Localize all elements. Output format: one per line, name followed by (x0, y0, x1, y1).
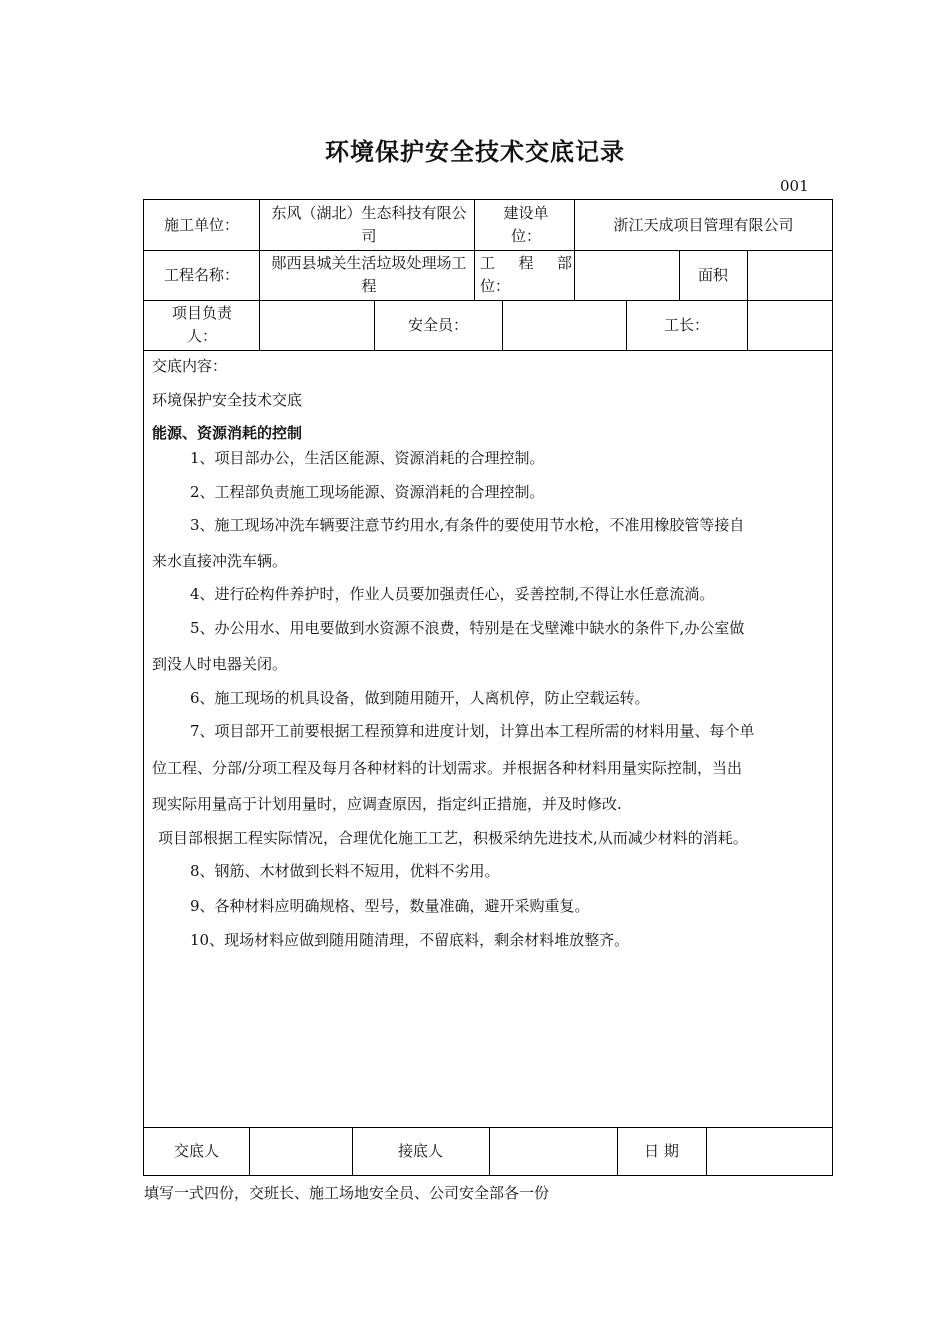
safety-officer-value (502, 300, 626, 350)
content-line: 6、施工现场的机具设备，做到随用随开，人离机停，防止空载运转。 (190, 689, 650, 707)
area-label: 面积 (697, 265, 728, 284)
project-manager-label: 项目负责人： (171, 304, 232, 345)
project-name-value: 郧西县城关生活垃圾处理场工程 (271, 254, 467, 295)
area-value (747, 250, 832, 300)
content-subtitle: 环境保护安全技术交底 (152, 391, 303, 409)
foreman-label: 工长： (663, 315, 709, 334)
content-line: 1、项目部办公，生活区能源、资源消耗的合理控制。 (190, 449, 545, 467)
builder-label: 建设单位： (503, 204, 549, 245)
giver-label: 交底人 (173, 1141, 219, 1160)
project-manager-value (259, 300, 374, 350)
content-line: 到没人时电器关闭。 (152, 655, 288, 673)
content-line: 2、工程部负责施工现场能源、资源消耗的合理控制。 (190, 483, 545, 501)
date-label: 日 期 (644, 1141, 679, 1160)
builder-value: 浙江天成项目管理有限公司 (613, 215, 794, 234)
receiver-label: 接底人 (397, 1141, 443, 1160)
content-line: 5、办公用水、用电要做到水资源不浪费，特别是在戈壁滩中缺水的条件下,办公室做 (190, 619, 745, 637)
content-line: 9、各种材料应明确规格、型号，数量准确，避开采购重复。 (190, 897, 590, 915)
row-divider (144, 350, 832, 351)
col-divider (474, 200, 475, 300)
construction-unit-label: 施工单位： (163, 215, 239, 234)
footer-note: 填写一式四份，交班长、施工场地安全员、公司安全部各一份 (144, 1184, 550, 1202)
section-heading: 能源、资源消耗的控制 (152, 424, 303, 442)
content-line: 项目部根据工程实际情况，合理优化施工工艺，积极采纳先进技术,从而减少材料的消耗。 (158, 829, 748, 847)
giver-value (249, 1127, 352, 1175)
content-label: 交底内容： (152, 357, 228, 375)
content-line: 7、项目部开工前要根据工程预算和进度计划，计算出本工程所需的材料用量、每个单 (190, 722, 755, 740)
safety-officer-label: 安全员： (407, 315, 468, 334)
content-line: 位工程、分部/分项工程及每月各种材料的计划需求。并根据各种材料用量实际控制，当出 (152, 759, 743, 777)
document-number: 001 (780, 177, 809, 195)
content-line: 3、施工现场冲洗车辆要注意节约用水,有条件的要使用节水枪，不准用橡胶管等接自 (190, 516, 745, 534)
date-value (706, 1127, 832, 1175)
page-title: 环境保护安全技术交底记录 (325, 138, 625, 166)
content-line: 10、现场材料应做到随用随清理，不留底料，剩余材料堆放整齐。 (190, 931, 630, 949)
content-line: 来水直接冲洗车辆。 (152, 552, 288, 570)
content-line: 8、钢筋、木材做到长料不短用，优料不劣用。 (190, 862, 500, 880)
engineering-dept-label: 工 程 部 位： (480, 254, 572, 295)
project-name-label: 工程名称： (163, 265, 239, 284)
record-form (143, 199, 833, 1176)
receiver-value (489, 1127, 617, 1175)
content-line: 4、进行砼构件养护时，作业人员要加强责任心，妥善控制,不得让水任意流淌。 (190, 585, 715, 603)
construction-unit-value: 东风（湖北）生态科技有限公司 (271, 204, 467, 245)
content-line: 现实际用量高于计划用量时，应调查原因，指定纠正措施，并及时修改. (152, 795, 622, 813)
engineering-dept-value (575, 250, 679, 300)
foreman-value (747, 300, 832, 350)
